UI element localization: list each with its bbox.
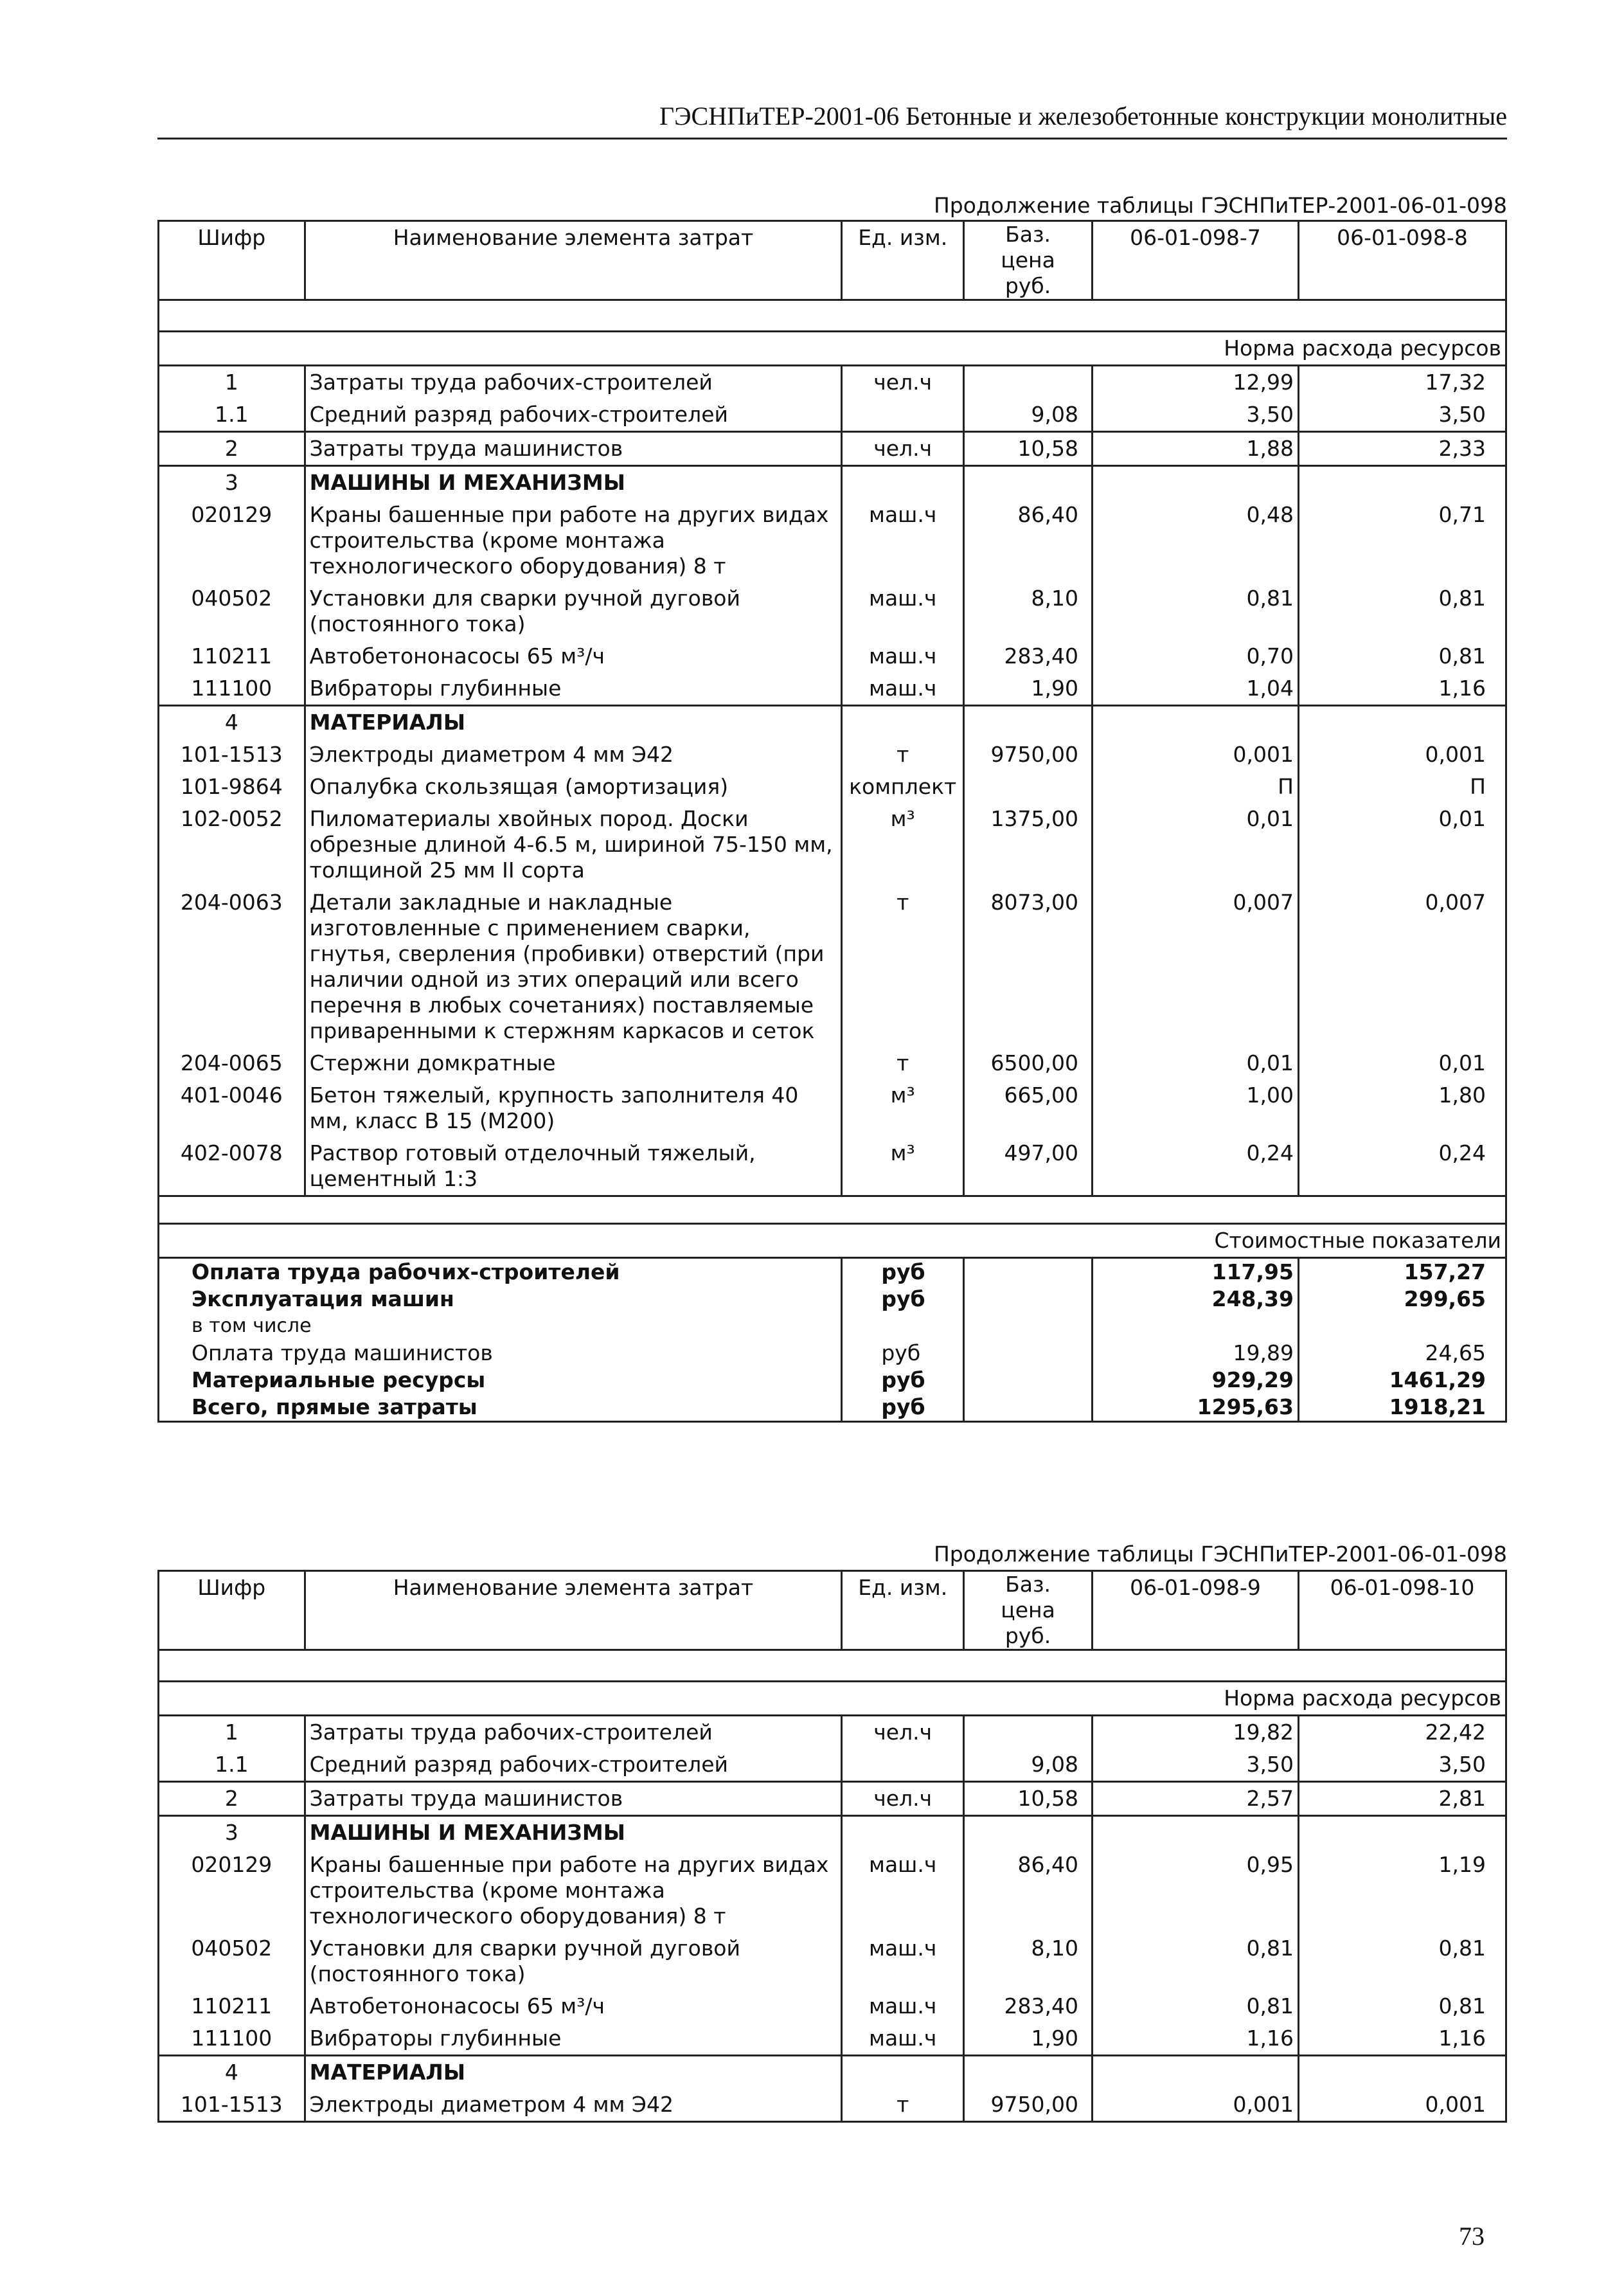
row-value-2: 1,19 bbox=[1298, 1849, 1506, 1932]
resource-row bbox=[159, 1716, 1506, 1749]
row-code: 1.1 bbox=[159, 399, 305, 432]
row-code: 040502 bbox=[159, 582, 305, 640]
table2 bbox=[157, 1570, 1507, 2123]
row-unit: маш.ч bbox=[842, 672, 964, 706]
header-col2: 06-01-098-10 bbox=[1298, 1571, 1506, 1650]
resource-row bbox=[159, 499, 1506, 582]
resource-row bbox=[159, 1047, 1506, 1079]
row-value-2: 2,33 bbox=[1298, 432, 1506, 466]
row-unit: маш.ч bbox=[842, 582, 964, 640]
row-value-1: 1,16 bbox=[1093, 2022, 1299, 2056]
row-price: 1,90 bbox=[964, 672, 1093, 706]
resource-row bbox=[159, 672, 1506, 706]
row-price: 9750,00 bbox=[964, 739, 1093, 771]
total-row bbox=[159, 1394, 1506, 1422]
row-price: 10,58 bbox=[964, 1782, 1093, 1816]
row-name: Затраты труда машинистов bbox=[305, 1782, 842, 1816]
row-name: Детали закладные и накладные изготовленные с применением сварки, гнутья, сверления (пробивки) отверстий (при наличии одной из этих операций или всего перечня в любых сочетаниях) поставляемые приваренными к стержням каркасов и сеток bbox=[305, 886, 842, 1047]
row-value-2: 0,007 bbox=[1298, 886, 1506, 1047]
total-name: Эксплуатация машин bbox=[159, 1286, 842, 1313]
total-price bbox=[964, 1394, 1093, 1422]
total-row bbox=[159, 1313, 1506, 1340]
row-value-2: 17,32 bbox=[1298, 366, 1506, 399]
total-name: Материальные ресурсы bbox=[159, 1367, 842, 1394]
row-value-2: П bbox=[1298, 771, 1506, 803]
row-value-2 bbox=[1298, 466, 1506, 499]
row-value-1: 1,00 bbox=[1093, 1079, 1299, 1137]
row-price bbox=[964, 466, 1093, 499]
row-value-2: 0,71 bbox=[1298, 499, 1506, 582]
resource-row bbox=[159, 1932, 1506, 1990]
row-code: 401-0046 bbox=[159, 1079, 305, 1137]
row-code: 4 bbox=[159, 706, 305, 739]
row-price: 9750,00 bbox=[964, 2089, 1093, 2122]
resource-row bbox=[159, 886, 1506, 1047]
table2-caption bbox=[157, 1542, 1507, 1567]
header-price: Баз. цена руб. bbox=[964, 221, 1093, 300]
row-unit: маш.ч bbox=[842, 2022, 964, 2056]
resource-row bbox=[159, 1079, 1506, 1137]
table2-spacer-row bbox=[159, 1650, 1506, 1682]
page-number: 73 bbox=[1459, 2222, 1485, 2251]
header-code: Шифр bbox=[159, 221, 305, 300]
total-price bbox=[964, 1286, 1093, 1313]
table2-caption-text: Продолжение таблицы ГЭСНПиТЕР-2001-06-01-098 bbox=[933, 1542, 1507, 1567]
row-name: Затраты труда рабочих-строителей bbox=[305, 366, 842, 399]
total-value-2: 299,65 bbox=[1298, 1286, 1506, 1313]
row-name: Средний разряд рабочих-строителей bbox=[305, 1749, 842, 1782]
total-value-1 bbox=[1093, 1313, 1299, 1340]
total-price bbox=[964, 1313, 1093, 1340]
row-value-1: 19,82 bbox=[1093, 1716, 1299, 1749]
resource-row bbox=[159, 1816, 1506, 1849]
row-name: Установки для сварки ручной дуговой (постоянного тока) bbox=[305, 582, 842, 640]
row-price: 283,40 bbox=[964, 640, 1093, 672]
table1-cost-row bbox=[159, 1224, 1506, 1258]
row-price: 8,10 bbox=[964, 582, 1093, 640]
row-price: 10,58 bbox=[964, 432, 1093, 466]
header-unit: Ед. изм. bbox=[842, 1571, 964, 1650]
row-value-1 bbox=[1093, 466, 1299, 499]
row-value-2: 2,81 bbox=[1298, 1782, 1506, 1816]
row-code: 204-0065 bbox=[159, 1047, 305, 1079]
table2-norm-row bbox=[159, 1682, 1506, 1716]
row-price bbox=[964, 1816, 1093, 1849]
row-value-2: 0,001 bbox=[1298, 2089, 1506, 2122]
row-code: 4 bbox=[159, 2056, 305, 2089]
row-value-1: 0,48 bbox=[1093, 499, 1299, 582]
table1-body bbox=[159, 366, 1506, 1196]
row-value-2: 3,50 bbox=[1298, 399, 1506, 432]
row-price: 6500,00 bbox=[964, 1047, 1093, 1079]
row-name: Средний разряд рабочих-строителей bbox=[305, 399, 842, 432]
total-unit bbox=[842, 1313, 964, 1340]
row-value-2: 22,42 bbox=[1298, 1716, 1506, 1749]
row-value-2: 0,81 bbox=[1298, 640, 1506, 672]
resource-row bbox=[159, 2022, 1506, 2056]
row-price: 497,00 bbox=[964, 1137, 1093, 1196]
total-row bbox=[159, 1286, 1506, 1313]
total-value-1: 117,95 bbox=[1093, 1258, 1299, 1286]
row-value-1: П bbox=[1093, 771, 1299, 803]
row-code: 110211 bbox=[159, 640, 305, 672]
row-value-1: 0,01 bbox=[1093, 803, 1299, 886]
table2-header-row bbox=[159, 1571, 1506, 1650]
header-col1: 06-01-098-7 bbox=[1093, 221, 1299, 300]
row-unit: чел.ч bbox=[842, 1782, 964, 1816]
row-value-1: 0,001 bbox=[1093, 739, 1299, 771]
row-value-1: 0,01 bbox=[1093, 1047, 1299, 1079]
row-price: 86,40 bbox=[964, 499, 1093, 582]
row-value-1: 1,04 bbox=[1093, 672, 1299, 706]
total-value-2: 24,65 bbox=[1298, 1340, 1506, 1367]
row-name: Автобетононасосы 65 м³/ч bbox=[305, 640, 842, 672]
row-value-1: 0,001 bbox=[1093, 2089, 1299, 2122]
table1 bbox=[157, 220, 1507, 1423]
row-name: Пиломатериалы хвойных пород. Доски обрезные длиной 4-6.5 м, шириной 75-150 мм, толщиной 25 мм II сорта bbox=[305, 803, 842, 886]
row-value-2 bbox=[1298, 706, 1506, 739]
table2-body bbox=[159, 1716, 1506, 2122]
row-value-1: 0,81 bbox=[1093, 582, 1299, 640]
row-value-1 bbox=[1093, 2056, 1299, 2089]
resource-row bbox=[159, 803, 1506, 886]
row-code: 111100 bbox=[159, 2022, 305, 2056]
row-unit: т bbox=[842, 1047, 964, 1079]
resource-row bbox=[159, 466, 1506, 499]
table1-totals bbox=[159, 1258, 1506, 1422]
row-name: МАШИНЫ И МЕХАНИЗМЫ bbox=[305, 1816, 842, 1849]
row-price: 283,40 bbox=[964, 1990, 1093, 2022]
total-unit: руб bbox=[842, 1286, 964, 1313]
total-unit: руб bbox=[842, 1340, 964, 1367]
row-value-1: 0,81 bbox=[1093, 1932, 1299, 1990]
total-value-2: 1461,29 bbox=[1298, 1367, 1506, 1394]
row-value-2: 0,81 bbox=[1298, 582, 1506, 640]
row-code: 040502 bbox=[159, 1932, 305, 1990]
total-name: Оплата труда машинистов bbox=[159, 1340, 842, 1367]
row-unit: м³ bbox=[842, 803, 964, 886]
cost-label: Стоимостные показатели bbox=[159, 1224, 1506, 1258]
resource-row bbox=[159, 1782, 1506, 1816]
table1-spacer-row bbox=[159, 300, 1506, 332]
resource-row bbox=[159, 771, 1506, 803]
header-name: Наименование элемента затрат bbox=[305, 1571, 842, 1650]
norm-label: Норма расхода ресурсов bbox=[159, 1682, 1506, 1716]
total-value-1: 248,39 bbox=[1093, 1286, 1299, 1313]
row-name: Установки для сварки ручной дуговой (постоянного тока) bbox=[305, 1932, 842, 1990]
row-unit bbox=[842, 1749, 964, 1782]
header-name: Наименование элемента затрат bbox=[305, 221, 842, 300]
row-code: 3 bbox=[159, 466, 305, 499]
row-value-2: 0,81 bbox=[1298, 1932, 1506, 1990]
row-name: МАШИНЫ И МЕХАНИЗМЫ bbox=[305, 466, 842, 499]
total-name: Всего, прямые затраты bbox=[159, 1394, 842, 1422]
row-value-2: 0,81 bbox=[1298, 1990, 1506, 2022]
row-unit bbox=[842, 466, 964, 499]
total-value-2: 1918,21 bbox=[1298, 1394, 1506, 1422]
row-code: 2 bbox=[159, 1782, 305, 1816]
row-unit: маш.ч bbox=[842, 499, 964, 582]
row-value-1 bbox=[1093, 706, 1299, 739]
row-name: Краны башенные при работе на других видах строительства (кроме монтажа технологического оборудования) 8 т bbox=[305, 1849, 842, 1932]
row-code: 111100 bbox=[159, 672, 305, 706]
row-value-2 bbox=[1298, 2056, 1506, 2089]
header-col2: 06-01-098-8 bbox=[1298, 221, 1506, 300]
row-code: 1 bbox=[159, 366, 305, 399]
row-value-2: 3,50 bbox=[1298, 1749, 1506, 1782]
row-value-2 bbox=[1298, 1816, 1506, 1849]
row-unit bbox=[842, 1816, 964, 1849]
row-price: 9,08 bbox=[964, 399, 1093, 432]
row-value-1 bbox=[1093, 1816, 1299, 1849]
resource-row bbox=[159, 1749, 1506, 1782]
total-price bbox=[964, 1340, 1093, 1367]
row-name: Электроды диаметром 4 мм Э42 bbox=[305, 739, 842, 771]
row-name: Опалубка скользящая (амортизация) bbox=[305, 771, 842, 803]
header-code: Шифр bbox=[159, 1571, 305, 1650]
row-price: 1,90 bbox=[964, 2022, 1093, 2056]
row-price: 1375,00 bbox=[964, 803, 1093, 886]
row-code: 1 bbox=[159, 1716, 305, 1749]
row-value-1: 0,95 bbox=[1093, 1849, 1299, 1932]
row-price bbox=[964, 2056, 1093, 2089]
row-name: МАТЕРИАЛЫ bbox=[305, 706, 842, 739]
row-code: 101-9864 bbox=[159, 771, 305, 803]
row-price: 665,00 bbox=[964, 1079, 1093, 1137]
total-row bbox=[159, 1340, 1506, 1367]
row-unit: маш.ч bbox=[842, 640, 964, 672]
row-unit bbox=[842, 706, 964, 739]
row-unit: т bbox=[842, 886, 964, 1047]
row-value-1: 3,50 bbox=[1093, 399, 1299, 432]
total-unit: руб bbox=[842, 1258, 964, 1286]
header-col1: 06-01-098-9 bbox=[1093, 1571, 1299, 1650]
row-name: Стержни домкратные bbox=[305, 1047, 842, 1079]
row-unit: чел.ч bbox=[842, 1716, 964, 1749]
table1-caption-text: Продолжение таблицы ГЭСНПиТЕР-2001-06-01-098 bbox=[933, 193, 1507, 218]
resource-row bbox=[159, 640, 1506, 672]
resource-row bbox=[159, 399, 1506, 432]
row-unit: м³ bbox=[842, 1137, 964, 1196]
table1-spacer-row-2 bbox=[159, 1196, 1506, 1224]
row-name: Электроды диаметром 4 мм Э42 bbox=[305, 2089, 842, 2122]
resource-row bbox=[159, 366, 1506, 399]
row-value-1: 12,99 bbox=[1093, 366, 1299, 399]
row-price bbox=[964, 366, 1093, 399]
resource-row bbox=[159, 739, 1506, 771]
row-unit bbox=[842, 399, 964, 432]
row-value-2: 0,01 bbox=[1298, 1047, 1506, 1079]
row-price: 9,08 bbox=[964, 1749, 1093, 1782]
row-price bbox=[964, 706, 1093, 739]
row-price bbox=[964, 1716, 1093, 1749]
total-value-2 bbox=[1298, 1313, 1506, 1340]
row-code: 402-0078 bbox=[159, 1137, 305, 1196]
row-value-1: 0,007 bbox=[1093, 886, 1299, 1047]
total-value-1: 929,29 bbox=[1093, 1367, 1299, 1394]
total-unit: руб bbox=[842, 1367, 964, 1394]
total-value-1: 19,89 bbox=[1093, 1340, 1299, 1367]
row-price: 8,10 bbox=[964, 1932, 1093, 1990]
resource-row bbox=[159, 432, 1506, 466]
row-code: 2 bbox=[159, 432, 305, 466]
row-name: Краны башенные при работе на других видах строительства (кроме монтажа технологического оборудования) 8 т bbox=[305, 499, 842, 582]
row-code: 101-1513 bbox=[159, 2089, 305, 2122]
row-name: Затраты труда машинистов bbox=[305, 432, 842, 466]
header-price: Баз. цена руб. bbox=[964, 1571, 1093, 1650]
total-price bbox=[964, 1367, 1093, 1394]
total-name: в том числе bbox=[159, 1313, 842, 1340]
row-value-2: 1,16 bbox=[1298, 672, 1506, 706]
total-row bbox=[159, 1367, 1506, 1394]
row-unit: маш.ч bbox=[842, 1932, 964, 1990]
header-unit: Ед. изм. bbox=[842, 221, 964, 300]
row-name: Бетон тяжелый, крупность заполнителя 40 мм, класс В 15 (М200) bbox=[305, 1079, 842, 1137]
row-code: 3 bbox=[159, 1816, 305, 1849]
row-value-2: 1,80 bbox=[1298, 1079, 1506, 1137]
resource-row bbox=[159, 2089, 1506, 2122]
page-header: ГЭСНПиТЕР-2001-06 Бетонные и железобетонные конструкции монолитные bbox=[157, 98, 1507, 139]
row-unit bbox=[842, 2056, 964, 2089]
row-price bbox=[964, 771, 1093, 803]
table1-header-row bbox=[159, 221, 1506, 300]
row-value-1: 0,81 bbox=[1093, 1990, 1299, 2022]
row-name: Затраты труда рабочих-строителей bbox=[305, 1716, 842, 1749]
total-unit: руб bbox=[842, 1394, 964, 1422]
row-code: 204-0063 bbox=[159, 886, 305, 1047]
row-value-2: 0,01 bbox=[1298, 803, 1506, 886]
row-value-2: 0,24 bbox=[1298, 1137, 1506, 1196]
row-unit: чел.ч bbox=[842, 432, 964, 466]
row-code: 102-0052 bbox=[159, 803, 305, 886]
row-name: Вибраторы глубинные bbox=[305, 672, 842, 706]
row-name: Автобетононасосы 65 м³/ч bbox=[305, 1990, 842, 2022]
row-value-1: 0,70 bbox=[1093, 640, 1299, 672]
row-name: МАТЕРИАЛЫ bbox=[305, 2056, 842, 2089]
row-code: 110211 bbox=[159, 1990, 305, 2022]
row-value-1: 0,24 bbox=[1093, 1137, 1299, 1196]
row-value-1: 3,50 bbox=[1093, 1749, 1299, 1782]
resource-row bbox=[159, 1849, 1506, 1932]
resource-row bbox=[159, 706, 1506, 739]
row-unit: м³ bbox=[842, 1079, 964, 1137]
row-value-1: 2,57 bbox=[1093, 1782, 1299, 1816]
row-code: 020129 bbox=[159, 499, 305, 582]
row-unit: маш.ч bbox=[842, 1849, 964, 1932]
total-price bbox=[964, 1258, 1093, 1286]
row-name: Раствор готовый отделочный тяжелый, цементный 1:3 bbox=[305, 1137, 842, 1196]
row-value-1: 1,88 bbox=[1093, 432, 1299, 466]
resource-row bbox=[159, 1137, 1506, 1196]
total-row bbox=[159, 1258, 1506, 1286]
row-unit: т bbox=[842, 2089, 964, 2122]
total-value-1: 1295,63 bbox=[1093, 1394, 1299, 1422]
total-name: Оплата труда рабочих-строителей bbox=[159, 1258, 842, 1286]
table1-norm-row bbox=[159, 332, 1506, 366]
row-unit: маш.ч bbox=[842, 1990, 964, 2022]
row-value-2: 1,16 bbox=[1298, 2022, 1506, 2056]
row-code: 1.1 bbox=[159, 1749, 305, 1782]
row-name: Вибраторы глубинные bbox=[305, 2022, 842, 2056]
row-value-2: 0,001 bbox=[1298, 739, 1506, 771]
row-code: 101-1513 bbox=[159, 739, 305, 771]
resource-row bbox=[159, 582, 1506, 640]
row-price: 86,40 bbox=[964, 1849, 1093, 1932]
norm-label: Норма расхода ресурсов bbox=[159, 332, 1506, 366]
row-unit: комплект bbox=[842, 771, 964, 803]
row-code: 020129 bbox=[159, 1849, 305, 1932]
resource-row bbox=[159, 2056, 1506, 2089]
row-unit: т bbox=[842, 739, 964, 771]
row-price: 8073,00 bbox=[964, 886, 1093, 1047]
resource-row bbox=[159, 1990, 1506, 2022]
total-value-2: 157,27 bbox=[1298, 1258, 1506, 1286]
table1-caption bbox=[157, 193, 1507, 219]
row-unit: чел.ч bbox=[842, 366, 964, 399]
